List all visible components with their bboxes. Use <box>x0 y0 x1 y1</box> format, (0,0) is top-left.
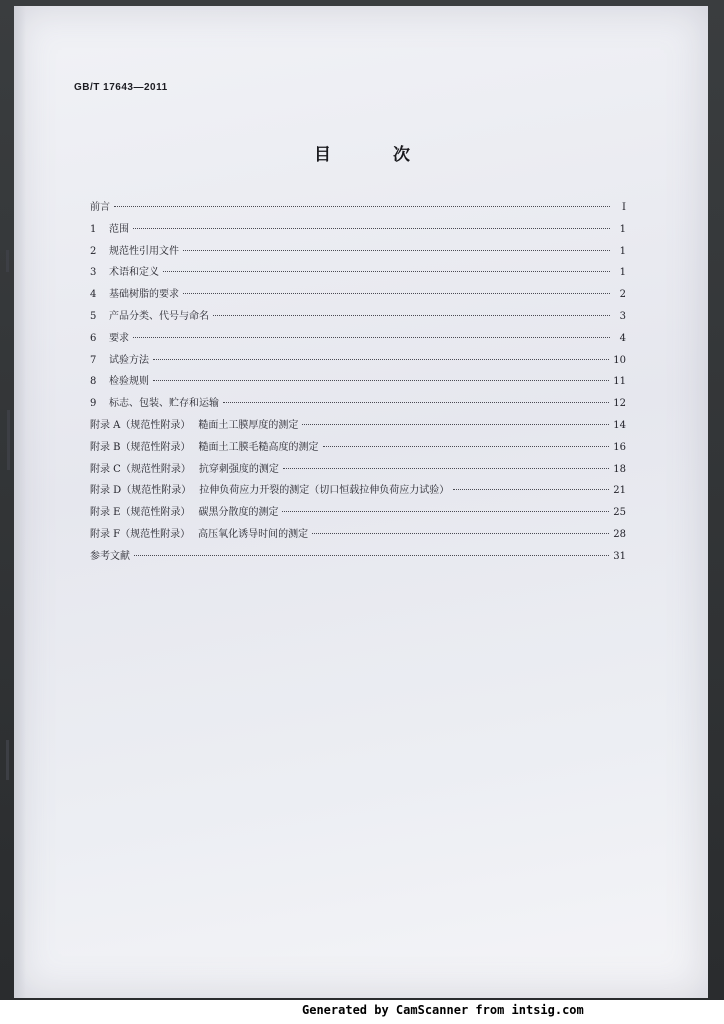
footer-bar <box>0 1000 724 1024</box>
toc-dot-leader <box>312 533 609 534</box>
toc-entry[interactable] <box>90 307 626 329</box>
document-id: GB/T 17643—2011 <box>74 82 168 93</box>
toc-entry-label: 拉伸负荷应力开裂的测定（切口恒载拉伸负荷应力试验） <box>199 485 450 497</box>
toc-entry-label: 基础树脂的要求 <box>109 289 179 301</box>
toc-entry-page-number: 3 <box>619 310 626 322</box>
toc-entry-page-number: 28 <box>613 528 626 540</box>
toc-entry-label: 规范性引用文件 <box>109 245 179 257</box>
toc-entry-appendix-prefix: 附录 A（规范性附录） <box>90 419 191 431</box>
toc-entry-number: 1 <box>90 223 97 235</box>
toc-entry[interactable] <box>90 329 626 351</box>
footer-watermark-text: Generated by CamScanner from intsig.com <box>302 1003 584 1017</box>
toc-entry-page-number: I <box>622 202 626 213</box>
toc-entry[interactable] <box>90 460 626 482</box>
toc-entry-label: 检验规则 <box>109 376 149 388</box>
toc-entry-appendix-prefix: 附录 E（规范性附录） <box>90 507 191 519</box>
toc-entry[interactable] <box>90 242 626 264</box>
toc-entry-page-number: 12 <box>613 398 626 410</box>
toc-entry-page-number: 1 <box>619 267 626 279</box>
toc-entry-number: 3 <box>90 267 97 279</box>
toc-entry-number: 6 <box>90 332 97 344</box>
toc-entry-page-number: 10 <box>613 354 626 366</box>
page-title: 目 次 <box>314 145 438 165</box>
toc-entry-page-number: 11 <box>613 376 626 388</box>
toc-dot-leader <box>153 359 609 360</box>
binding-mark <box>7 410 10 470</box>
toc-entry-page-number: 31 <box>613 550 626 562</box>
binding-mark <box>6 250 9 272</box>
toc-entry-label: 抗穿刺强度的测定 <box>198 463 279 475</box>
toc-entry-page-number: 2 <box>619 289 626 301</box>
toc-entry-appendix-prefix: 附录 B（规范性附录） <box>90 441 191 453</box>
toc-entry-label: 范围 <box>109 223 129 235</box>
toc-entry-label: 试验方法 <box>109 354 149 366</box>
toc-entry[interactable] <box>90 198 626 220</box>
toc-entry-label: 术语和定义 <box>109 267 159 279</box>
toc-entry-page-number: 18 <box>613 463 626 475</box>
toc-entry-label: 参考文献 <box>90 550 130 562</box>
toc-entry-number: 7 <box>90 354 97 366</box>
toc-dot-leader <box>223 402 609 403</box>
toc-dot-leader <box>282 511 609 512</box>
toc-dot-leader <box>453 489 609 490</box>
toc-entry-appendix-prefix: 附录 C（规范性附录） <box>90 463 191 475</box>
toc-entry[interactable] <box>90 351 626 373</box>
toc-entry[interactable] <box>90 525 626 547</box>
toc-entry-number: 5 <box>90 310 97 322</box>
toc-entry-page-number: 21 <box>613 485 626 497</box>
toc-dot-leader <box>213 315 610 316</box>
toc-entry-page-number: 1 <box>619 245 626 257</box>
toc-entry-label: 标志、包装、贮存和运输 <box>109 398 219 410</box>
toc-entry-appendix-prefix: 附录 F（规范性附录） <box>90 528 191 540</box>
toc-entry-page-number: 25 <box>613 507 626 519</box>
toc-dot-leader <box>163 271 610 272</box>
toc-entry-appendix-prefix: 附录 D（规范性附录） <box>90 485 192 497</box>
toc-entry-label: 碳黑分散度的测定 <box>198 507 279 519</box>
toc-entry-label: 前言 <box>90 202 110 213</box>
toc-entry-label: 产品分类、代号与命名 <box>109 310 209 322</box>
toc-entry-number: 9 <box>90 398 97 410</box>
toc-entry-page-number: 4 <box>619 332 626 344</box>
toc-entry[interactable] <box>90 416 626 438</box>
toc-dot-leader <box>183 250 610 251</box>
toc-entry[interactable] <box>90 547 626 569</box>
binding-mark <box>6 740 9 780</box>
toc-dot-leader <box>133 228 610 229</box>
toc-dot-leader <box>114 206 610 207</box>
toc-entry-page-number: 1 <box>619 223 626 235</box>
toc-entry[interactable] <box>90 503 626 525</box>
toc-entry[interactable] <box>90 285 626 307</box>
toc-entry[interactable] <box>90 372 626 394</box>
toc-entry-page-number: 16 <box>613 441 626 453</box>
toc-entry-label: 糙面土工膜厚度的测定 <box>198 419 299 431</box>
table-of-contents <box>90 198 626 569</box>
toc-dot-leader <box>302 424 609 425</box>
toc-dot-leader <box>183 293 610 294</box>
toc-entry-number: 2 <box>90 245 97 257</box>
toc-entry-number: 8 <box>90 376 97 388</box>
toc-dot-leader <box>134 555 609 556</box>
toc-dot-leader <box>133 337 610 338</box>
toc-dot-leader <box>153 380 609 381</box>
toc-entry[interactable] <box>90 263 626 285</box>
toc-entry-label: 糙面土工膜毛糙高度的测定 <box>198 441 319 453</box>
toc-entry-label: 要求 <box>109 332 129 344</box>
toc-entry[interactable] <box>90 481 626 503</box>
toc-entry[interactable] <box>90 394 626 416</box>
toc-dot-leader <box>283 468 609 469</box>
toc-entry[interactable] <box>90 220 626 242</box>
toc-entry-page-number: 14 <box>613 419 626 431</box>
toc-entry-number: 4 <box>90 289 97 301</box>
toc-entry-label: 高压氧化诱导时间的测定 <box>198 528 309 540</box>
toc-entry[interactable] <box>90 438 626 460</box>
toc-dot-leader <box>323 446 610 447</box>
